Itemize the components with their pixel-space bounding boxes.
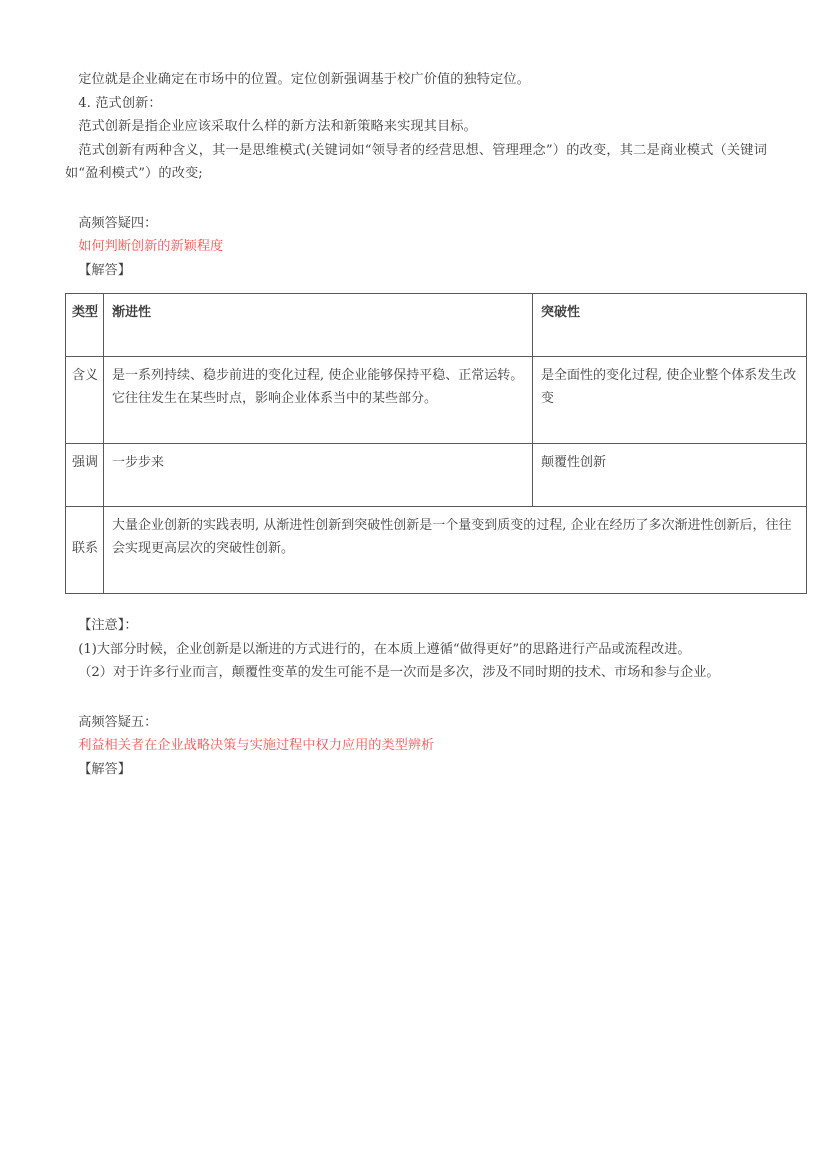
spacer-before-qa-four xyxy=(65,186,767,212)
spacer-before-qa-five xyxy=(65,685,767,711)
paragraph-paradigm-definition: 范式创新是指企业应该采取什么样的新方法和新策略来实现其目标。 xyxy=(78,119,477,134)
table-row xyxy=(66,444,807,507)
table-row-label-relation: 联系 xyxy=(66,507,104,594)
table-row xyxy=(66,357,807,444)
table-cell-meaning-breakthrough: 是全面性的变化过程, 使企业整个体系发生改变 xyxy=(533,357,807,444)
table-cell-relation-text: 大量企业创新的实践表明, 从渐进性创新到突破性创新是一个量变到质变的过程, 企业在经历了多次渐进性创新后，往往会实现更高层次的突破性创新。 xyxy=(104,507,807,594)
table-row-label-meaning: 含义 xyxy=(66,357,104,444)
table-cell-emphasis-incremental: 一步步来 xyxy=(104,444,533,507)
table-header-row xyxy=(66,294,807,357)
qa-four-label: 高频答疑四： xyxy=(78,215,158,231)
qa-four-answer-tag: 【解答】 xyxy=(78,262,131,278)
table-header-breakthrough: 突破性 xyxy=(533,294,807,357)
notes-heading: 【注意】： xyxy=(78,618,138,633)
table-cell-meaning-incremental: 是一系列持续、稳步前进的变化过程, 使企业能够保持平稳、正常运转。它往往发生在某些时点，影响企业体系当中的某些部分。 xyxy=(104,357,533,444)
paragraph-positioning-innovation: 定位就是企业确定在市场中的位置。定位创新强调基于校广价值的独特定位。 xyxy=(78,72,530,87)
notes-item-1: (1)大部分时候，企业创新是以渐进的方式进行的，在本质上遵循“做得更好”的思路进行产品或流程改进。 xyxy=(78,641,691,657)
notes-item-2: （2）对于许多行业而言，颠覆性变革的发生可能不是一次而是多次，涉及不同时期的技术、市场和参与企业。 xyxy=(78,665,720,680)
qa-five-label: 高频答疑五： xyxy=(78,714,158,730)
paragraph-paradigm-two-meanings: 范式创新有两种含义，其一是思维模式(关键词如“领导者的经营思想、管理理念”）的改变，其二是商业模式（关键词如“盈利模式”）的改变; xyxy=(65,142,767,181)
table-header-type-label: 类型 xyxy=(66,294,104,357)
qa-four-title: 如何判断创新的新颖程度 xyxy=(78,239,224,254)
table-cell-emphasis-breakthrough: 颠覆性创新 xyxy=(533,444,807,507)
heading-paradigm-innovation: 4. 范式创新： xyxy=(78,95,162,111)
table-header-incremental: 渐进性 xyxy=(104,294,533,357)
qa-five-title: 利益相关者在企业战略决策与实施过程中权力应用的类型辨析 xyxy=(78,738,435,753)
table-row-label-emphasis: 强调 xyxy=(66,444,104,507)
spacer-after-table xyxy=(65,594,767,614)
table-row xyxy=(66,507,807,594)
comparison-table xyxy=(65,293,807,594)
qa-five-answer-tag: 【解答】 xyxy=(78,761,131,777)
document-content xyxy=(65,68,797,781)
